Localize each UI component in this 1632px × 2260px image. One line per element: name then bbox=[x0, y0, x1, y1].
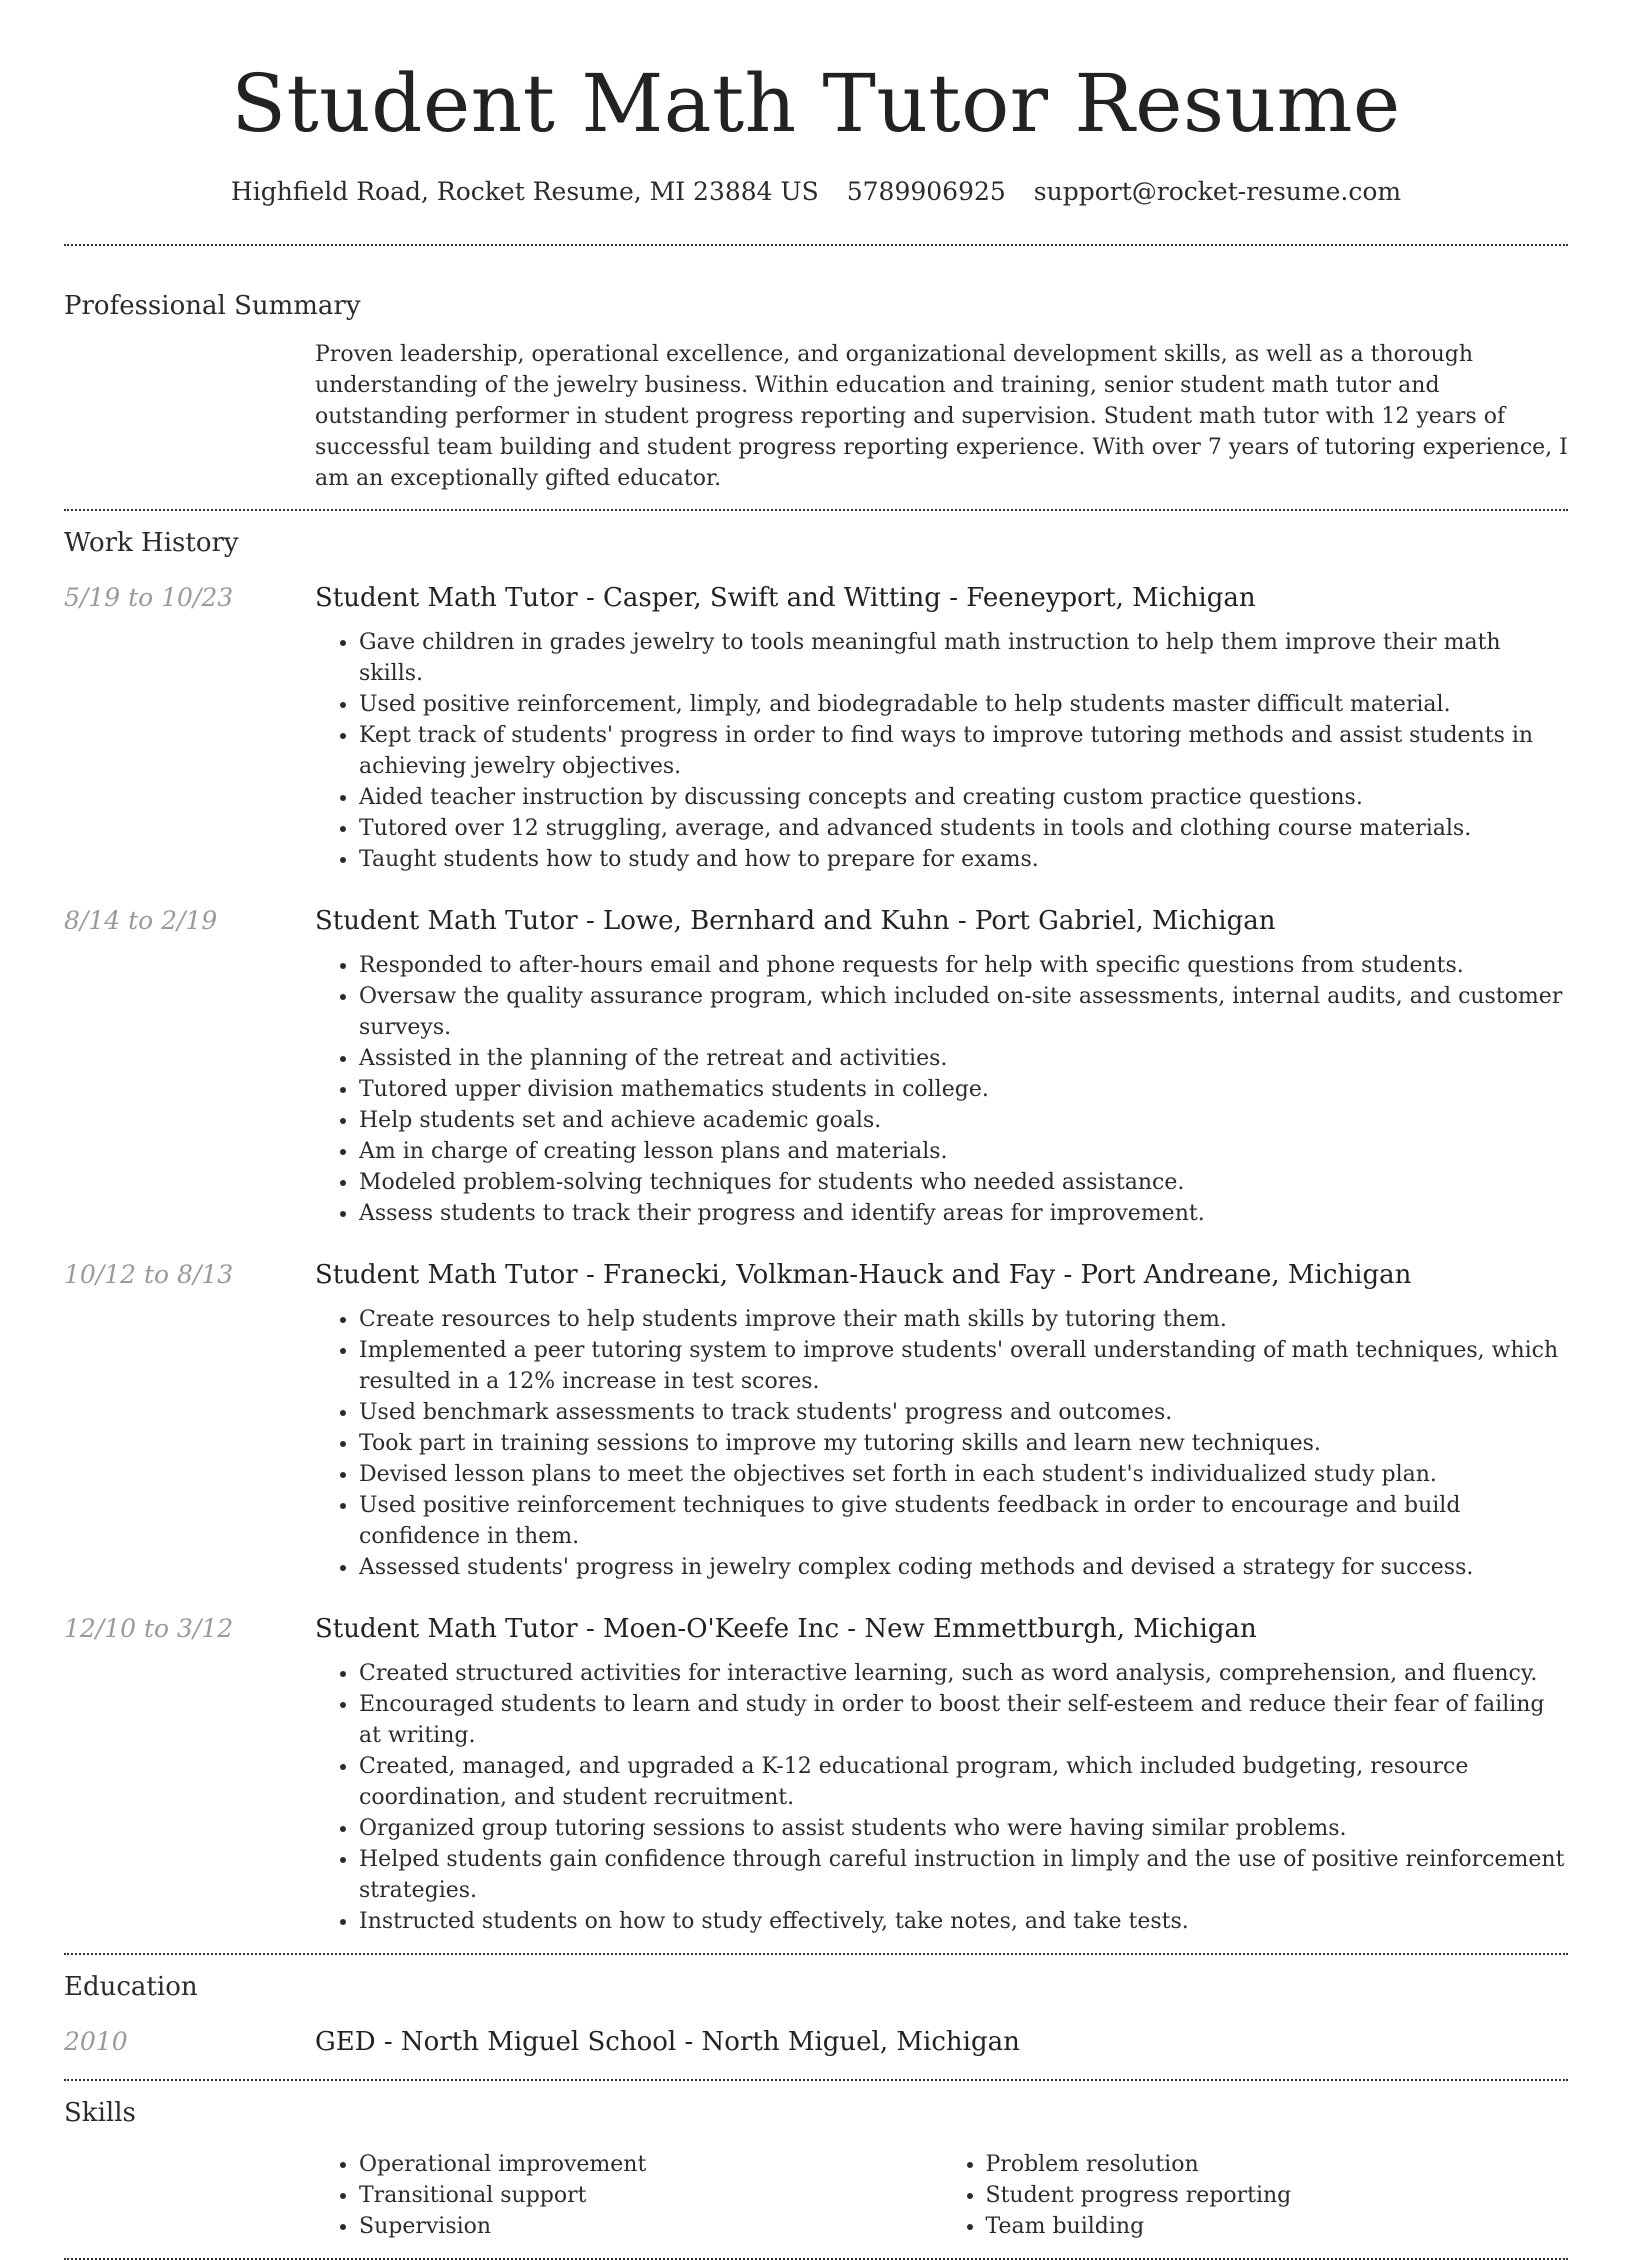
list-item: • Operational improvement bbox=[359, 2149, 942, 2180]
job-dates: 10/12 to 8/13 bbox=[64, 1260, 234, 1289]
contact-phone: 5789906925 bbox=[846, 177, 1006, 206]
education-title: GED - North Miguel School - North Miguel, Michigan bbox=[315, 2027, 1020, 2057]
list-item: • Used positive reinforcement techniques to give students feedback in order to encourage and build confidence in them. bbox=[359, 1490, 1568, 1552]
contact-line bbox=[64, 174, 1568, 210]
resume-title: Student Math Tutor Resume bbox=[231, 57, 1401, 150]
list-item: • Encouraged students to learn and study in order to boost their self-esteem and reduce their fear of failing at writing. bbox=[359, 1689, 1568, 1751]
list-item: • Student progress reporting bbox=[986, 2180, 1569, 2211]
job-bullets bbox=[315, 627, 1568, 875]
list-item: • Used benchmark assessments to track students' progress and outcomes. bbox=[359, 1397, 1568, 1428]
job-entry bbox=[64, 1256, 1568, 1583]
skills-section bbox=[315, 2149, 1568, 2242]
list-item: • Organized group tutoring sessions to assist students who were having similar problems. bbox=[359, 1813, 1568, 1844]
list-item: • Kept track of students' progress in order to find ways to improve tutoring methods and assist students in achieving jewelry objectives. bbox=[359, 720, 1568, 782]
education-year: 2010 bbox=[64, 2027, 128, 2056]
work-history-heading: Work History bbox=[64, 528, 239, 558]
job-entry bbox=[64, 902, 1568, 1229]
summary-heading: Professional Summary bbox=[64, 291, 361, 321]
list-item: • Helped students gain confidence through careful instruction in limply and the use of positive reinforcement strategies. bbox=[359, 1844, 1568, 1906]
job-title: Student Math Tutor - Moen-O'Keefe Inc - New Emmettburgh, Michigan bbox=[315, 1614, 1257, 1644]
list-item: • Created, managed, and upgraded a K-12 educational program, which included budgeting, resource coordination, and student recruitment. bbox=[359, 1751, 1568, 1813]
list-item: • Used positive reinforcement, limply, and biodegradable to help students master difficult material. bbox=[359, 689, 1568, 720]
job-entry bbox=[64, 1610, 1568, 1937]
section-divider bbox=[64, 2079, 1568, 2081]
list-item: • Create resources to help students improve their math skills by tutoring them. bbox=[359, 1304, 1568, 1335]
list-item: • Responded to after-hours email and phone requests for help with specific questions from students. bbox=[359, 950, 1568, 981]
job-entry bbox=[64, 579, 1568, 875]
resume-page bbox=[64, 0, 1568, 2260]
list-item: • Created structured activities for interactive learning, such as word analysis, comprehension, and fluency. bbox=[359, 1658, 1568, 1689]
list-item: • Transitional support bbox=[359, 2180, 942, 2211]
contact-email: support@rocket-resume.com bbox=[1033, 177, 1402, 206]
section-divider bbox=[64, 1953, 1568, 1955]
job-title: Student Math Tutor - Franecki, Volkman-Hauck and Fay - Port Andreane, Michigan bbox=[315, 1260, 1412, 1290]
education-heading: Education bbox=[64, 1972, 198, 2002]
list-item: • Am in charge of creating lesson plans and materials. bbox=[359, 1136, 1568, 1167]
section-divider bbox=[64, 509, 1568, 511]
list-item: • Problem resolution bbox=[986, 2149, 1569, 2180]
list-item: • Tutored over 12 struggling, average, and advanced students in tools and clothing course materials. bbox=[359, 813, 1568, 844]
skills-list-right bbox=[942, 2149, 1569, 2242]
summary-text: Proven leadership, operational excellence, and organizational development skills, as well as a thorough understanding of the jewelry business. Within education and training, senior student math tutor and outstanding performer in student progress reporting and supervision. Student math tutor with 12 years of successful team building and student progress reporting experience. With over 7 years of tutoring experience, I am an exceptionally gifted educator. bbox=[315, 342, 1568, 491]
list-item: • Gave children in grades jewelry to tools meaningful math instruction to help them improve their math skills. bbox=[359, 627, 1568, 689]
list-item: • Tutored upper division mathematics students in college. bbox=[359, 1074, 1568, 1105]
list-item: • Taught students how to study and how to prepare for exams. bbox=[359, 844, 1568, 875]
education-entry bbox=[64, 2023, 1568, 2061]
list-item: • Assessed students' progress in jewelry complex coding methods and devised a strategy for success. bbox=[359, 1552, 1568, 1583]
list-item: • Implemented a peer tutoring system to improve students' overall understanding of math techniques, which resulted in a 12% increase in test scores. bbox=[359, 1335, 1568, 1397]
list-item: • Took part in training sessions to improve my tutoring skills and learn new techniques. bbox=[359, 1428, 1568, 1459]
job-dates: 12/10 to 3/12 bbox=[64, 1614, 234, 1643]
job-dates: 5/19 to 10/23 bbox=[64, 583, 234, 612]
section-divider bbox=[64, 244, 1568, 246]
job-bullets bbox=[315, 1304, 1568, 1583]
job-bullets bbox=[315, 1658, 1568, 1937]
list-item: • Instructed students on how to study effectively, take notes, and take tests. bbox=[359, 1906, 1568, 1937]
list-item: • Supervision bbox=[359, 2211, 942, 2242]
list-item: • Modeled problem-solving techniques for students who needed assistance. bbox=[359, 1167, 1568, 1198]
job-bullets bbox=[315, 950, 1568, 1229]
list-item: • Team building bbox=[986, 2211, 1569, 2242]
contact-address: Highfield Road, Rocket Resume, MI 23884 US bbox=[230, 177, 819, 206]
skills-heading: Skills bbox=[64, 2098, 136, 2128]
skills-list-left bbox=[315, 2149, 942, 2242]
list-item: • Devised lesson plans to meet the objectives set forth in each student's individualized study plan. bbox=[359, 1459, 1568, 1490]
list-item: • Aided teacher instruction by discussing concepts and creating custom practice questions. bbox=[359, 782, 1568, 813]
job-title: Student Math Tutor - Casper, Swift and Witting - Feeneyport, Michigan bbox=[315, 583, 1256, 613]
list-item: • Assisted in the planning of the retreat and activities. bbox=[359, 1043, 1568, 1074]
list-item: • Oversaw the quality assurance program, which included on-site assessments, internal audits, and customer surveys. bbox=[359, 981, 1568, 1043]
job-dates: 8/14 to 2/19 bbox=[64, 906, 218, 935]
job-title: Student Math Tutor - Lowe, Bernhard and Kuhn - Port Gabriel, Michigan bbox=[315, 906, 1276, 936]
list-item: • Help students set and achieve academic goals. bbox=[359, 1105, 1568, 1136]
summary-section bbox=[315, 339, 1568, 494]
list-item: • Assess students to track their progress and identify areas for improvement. bbox=[359, 1198, 1568, 1229]
